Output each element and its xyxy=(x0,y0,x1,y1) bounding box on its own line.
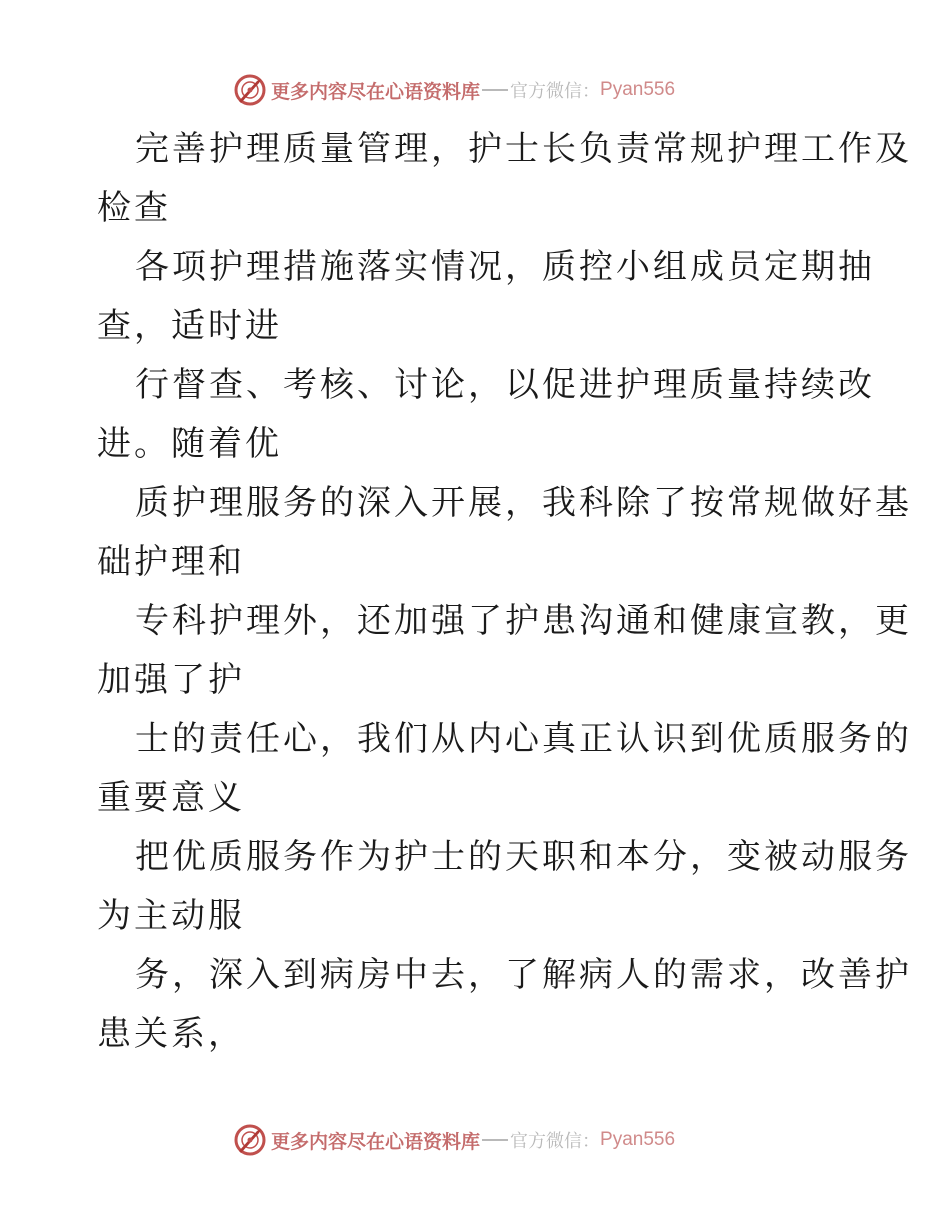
document-body xyxy=(97,120,912,1064)
body-line: 患关系， xyxy=(97,1014,245,1054)
quill-seal-icon xyxy=(233,73,267,107)
body-line: 务，深入到病房中去，了解病人的需求，改善护 xyxy=(135,955,912,995)
body-line: 专科护理外，还加强了护患沟通和健康宣教，更 xyxy=(135,601,912,641)
body-line: 加强了护 xyxy=(97,660,245,700)
body-line: 进。随着优 xyxy=(97,424,282,464)
banner-divider xyxy=(482,1139,508,1141)
wechat-id: Pyan556 xyxy=(600,1129,676,1150)
quill-seal-icon xyxy=(233,1123,267,1157)
wechat-label: 官方微信： xyxy=(510,1131,601,1152)
footer-banner xyxy=(233,1122,675,1158)
body-line: 查，适时进 xyxy=(97,306,282,346)
body-line: 为主动服 xyxy=(97,896,245,936)
body-line: 重要意义 xyxy=(97,778,245,818)
brand-text: 更多内容尽在心语资料库 xyxy=(271,80,481,103)
body-line: 行督查、考核、讨论，以促进护理质量持续改 xyxy=(135,365,875,405)
body-line: 把优质服务作为护士的天职和本分，变被动服务 xyxy=(135,837,912,877)
brand-text: 更多内容尽在心语资料库 xyxy=(271,1130,481,1153)
body-line: 检查 xyxy=(97,188,171,228)
body-line: 各项护理措施落实情况，质控小组成员定期抽 xyxy=(135,247,875,287)
header-banner xyxy=(233,72,675,108)
body-line: 完善护理质量管理，护士长负责常规护理工作及 xyxy=(135,129,912,169)
wechat-id: Pyan556 xyxy=(600,79,676,100)
body-line: 质护理服务的深入开展，我科除了按常规做好基 xyxy=(135,483,912,523)
body-line: 础护理和 xyxy=(97,542,245,582)
body-line: 士的责任心，我们从内心真正认识到优质服务的 xyxy=(135,719,912,759)
wechat-label: 官方微信： xyxy=(510,81,601,102)
banner-divider xyxy=(482,89,508,91)
